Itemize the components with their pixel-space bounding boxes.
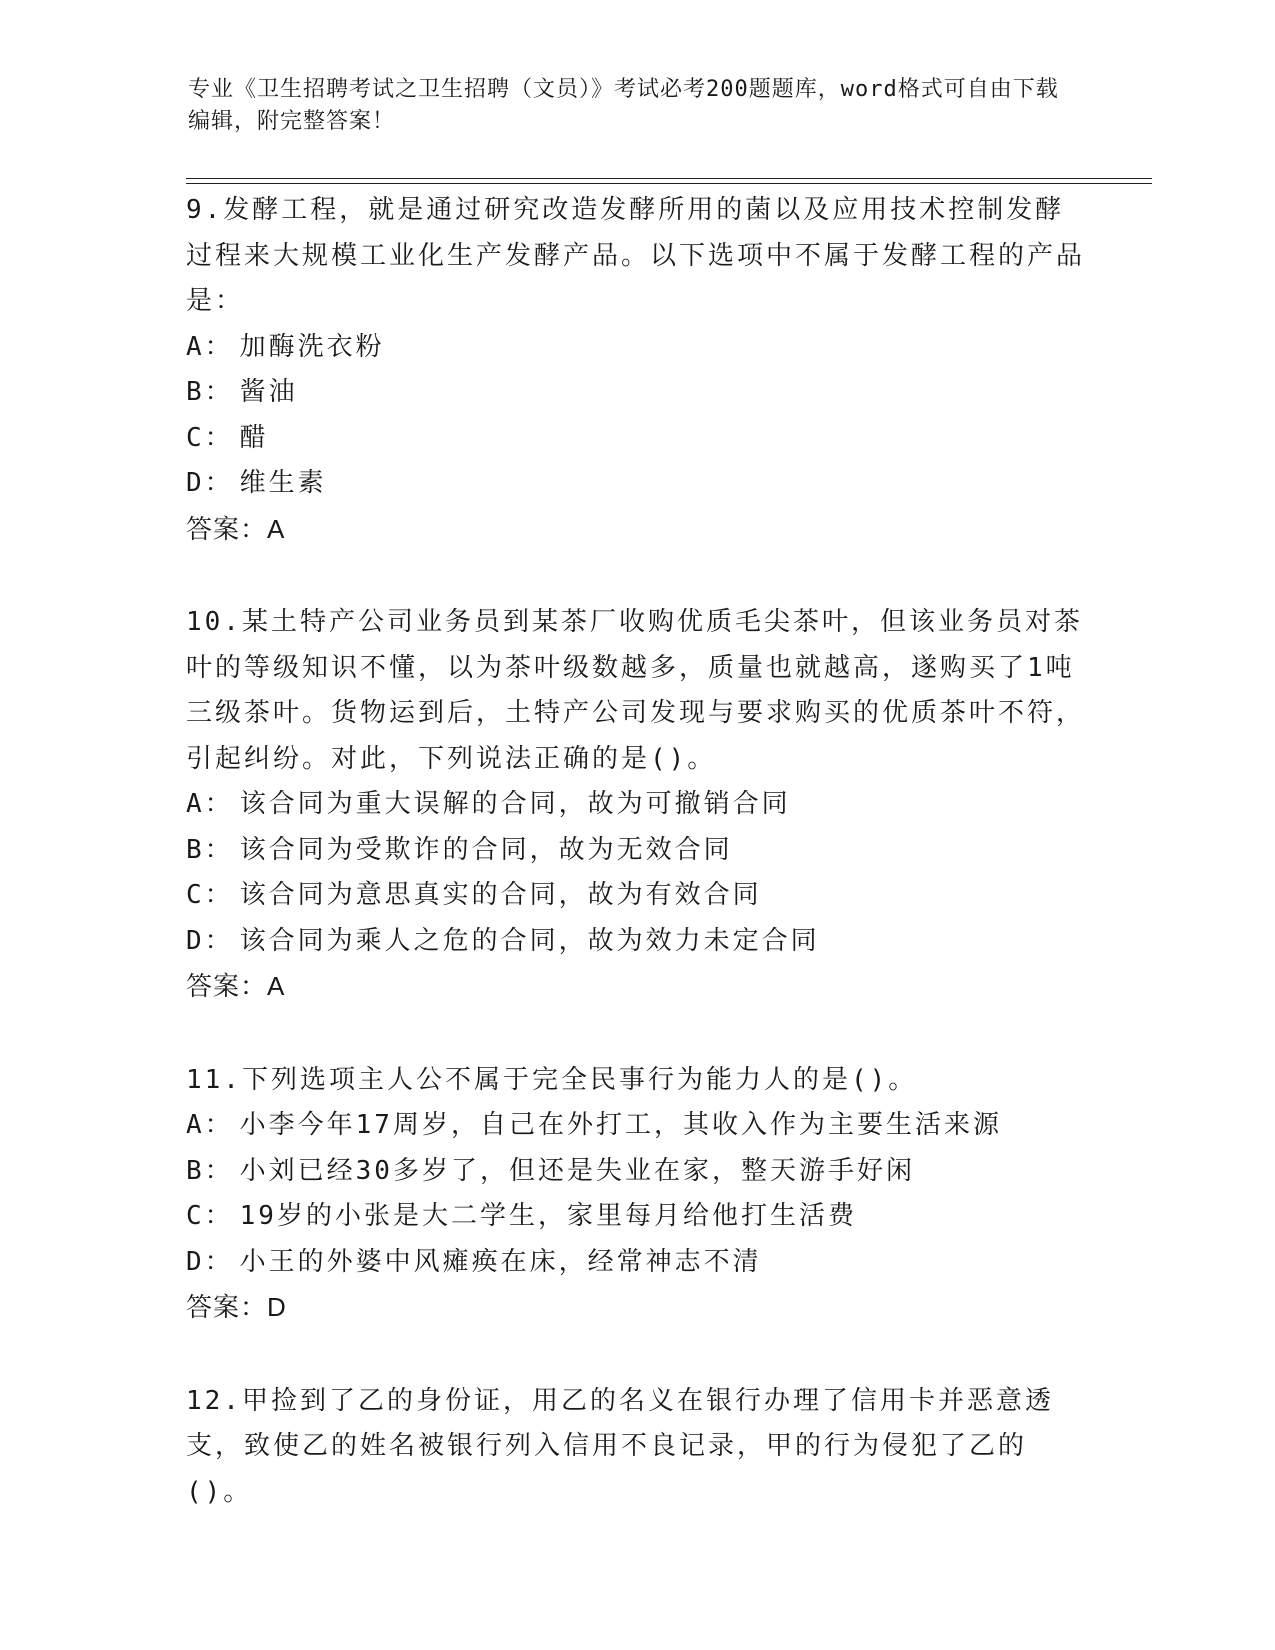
option-text: 小刘已经30多岁了，但还是失业在家，整天游手好闲 <box>239 1155 915 1186</box>
question-10 <box>186 600 1086 1010</box>
option-text: 19岁的小张是大二学生，家里每月给他打生活费 <box>239 1201 857 1231</box>
option-a <box>186 325 1086 371</box>
option-text: 酱油 <box>239 377 298 407</box>
option-c <box>186 1194 1086 1240</box>
question-list <box>186 188 1086 1563</box>
header-divider-top <box>186 178 1152 179</box>
option-label: B： <box>186 1155 234 1186</box>
option-c <box>186 873 1086 919</box>
option-text: 小李今年17周岁，自己在外打工，其收入作为主要生活来源 <box>239 1110 1002 1140</box>
option-label: D： <box>186 925 234 956</box>
option-b <box>186 828 1086 874</box>
question-11 <box>186 1058 1086 1331</box>
option-text: 醋 <box>239 422 269 453</box>
answer-line: 答案：A <box>186 971 286 1001</box>
option-c <box>186 416 1086 462</box>
question-stem: 9.发酵工程，就是通过研究改造发酵所用的菌以及应用技术控制发酵过程来大规模工业化生产发酵产品。以下选项中不属于发酵工程的产品是： <box>186 195 1086 316</box>
option-text: 加酶洗衣粉 <box>239 331 385 362</box>
option-label: B： <box>186 834 234 865</box>
option-label: A： <box>186 789 234 819</box>
option-label: A： <box>186 331 234 362</box>
option-label: B： <box>186 377 234 407</box>
option-label: C： <box>186 422 234 453</box>
option-b <box>186 1149 1086 1195</box>
option-text: 该合同为乘人之危的合同，故为效力未定合同 <box>239 925 820 956</box>
option-a <box>186 1103 1086 1149</box>
option-a <box>186 782 1086 828</box>
option-d <box>186 461 1086 507</box>
question-12 <box>186 1379 1086 1516</box>
option-d <box>186 919 1086 965</box>
option-label: C： <box>186 880 234 910</box>
answer-line: 答案：D <box>186 1292 287 1322</box>
option-d <box>186 1240 1086 1286</box>
option-label: A： <box>186 1110 234 1140</box>
document-header: 专业《卫生招聘考试之卫生招聘（文员）》考试必考200题题库，word格式可自由下载编辑，附完整答案！ <box>188 77 1059 134</box>
question-stem: 11.下列选项主人公不属于完全民事行为能力人的是()。 <box>186 1064 918 1095</box>
question-stem: 10.某土特产公司业务员到某茶厂收购优质毛尖茶叶，但该业务员对茶叶的等级知识不懂，以为茶叶级数越多，质量也就越高，遂购买了1吨三级茶叶。货物运到后，土特产公司发现与要求购买的优质茶叶不符，引起纠纷。对此，下列说法正确的是()。 <box>186 607 1086 774</box>
question-9 <box>186 188 1086 552</box>
option-text: 该合同为重大误解的合同，故为可撤销合同 <box>239 789 791 819</box>
answer-line: 答案：A <box>186 513 286 544</box>
option-b <box>186 370 1086 416</box>
option-text: 小王的外婆中风瘫痪在床，经常神志不清 <box>239 1246 762 1277</box>
option-text: 维生素 <box>239 468 327 498</box>
option-label: D： <box>186 468 234 498</box>
question-stem: 12.甲捡到了乙的身份证，用乙的名义在银行办理了信用卡并恶意透支，致使乙的姓名被银行列入信用不良记录，甲的行为侵犯了乙的()。 <box>186 1385 1054 1507</box>
option-label: C： <box>186 1201 234 1231</box>
option-text: 该合同为受欺诈的合同，故为无效合同 <box>239 834 733 865</box>
header-divider-bottom <box>186 183 1152 184</box>
option-text: 该合同为意思真实的合同，故为有效合同 <box>239 880 762 910</box>
option-label: D： <box>186 1246 234 1277</box>
